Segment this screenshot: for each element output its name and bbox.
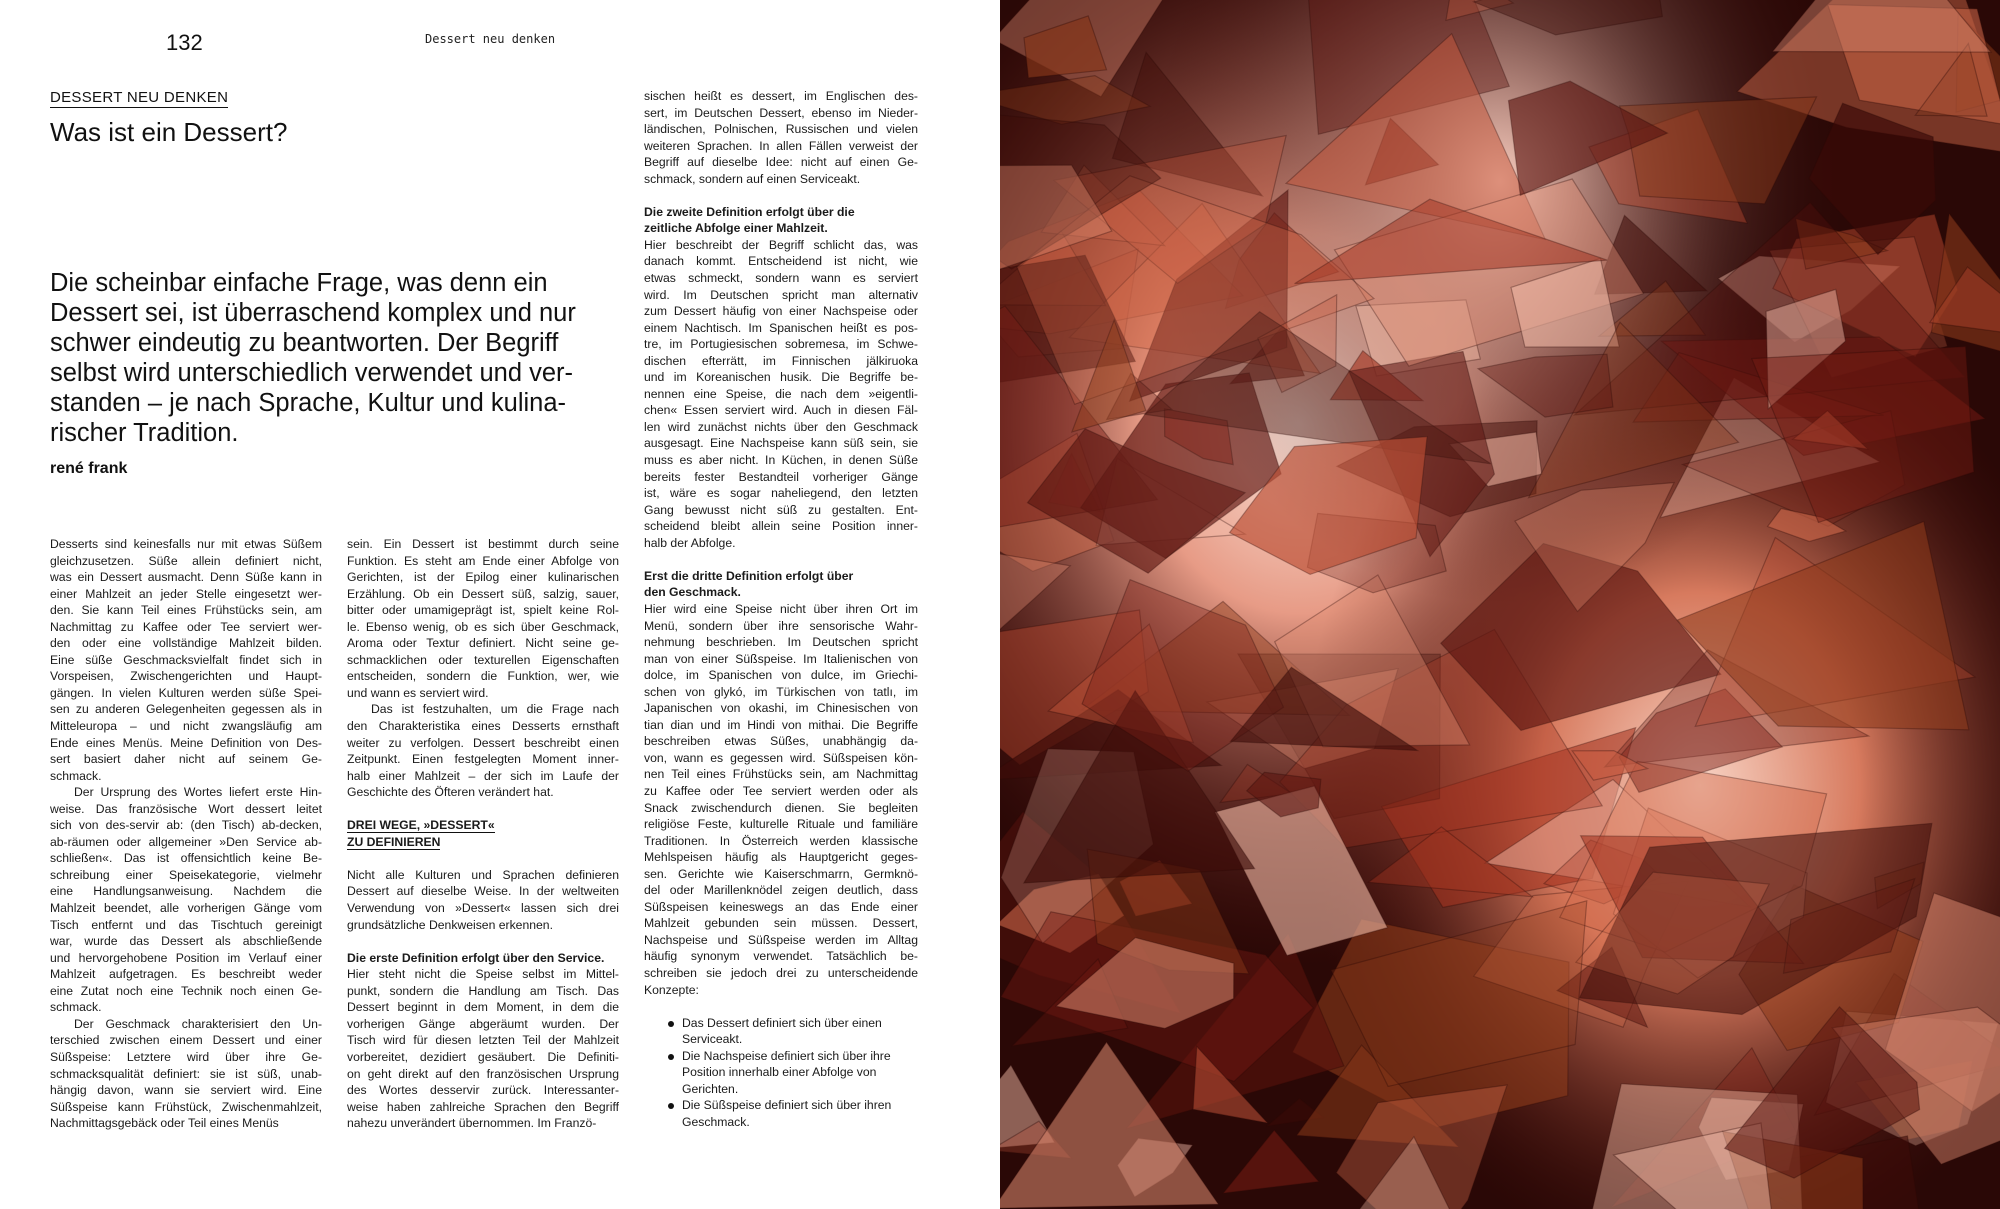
text-line: des Wortes desservir zurück. Interessanter-: [347, 1083, 619, 1098]
text-line: und im Koreanischen husik. Die Begriffe be-: [644, 370, 918, 385]
text-line: Erzählung. Ob ein Dessert süß, salzig, sauer,: [347, 586, 619, 601]
definition-heading: Die erste Definition erfolgt über den Service.: [347, 950, 605, 965]
list-item: Das Dessert definiert sich über einen Serviceakt.: [644, 1015, 918, 1048]
text-line: ist, wäre es sogar naheliegend, den letzten: [644, 486, 918, 501]
text-line: Traditionen. In Österreich werden klassische: [644, 833, 918, 848]
text-line: den. Sie kann Teil eines Frühstücks sein, am: [50, 603, 322, 618]
seaweed-photo-illustration: [1000, 0, 2000, 1209]
paragraph: [347, 536, 619, 701]
text-line: weise haben zahlreiche Sprachen den Begriff: [347, 1099, 619, 1114]
bullet-icon: [668, 1021, 674, 1027]
text-line: Tisch wird für diesen letzten Teil der Mahlzeit: [347, 1033, 619, 1048]
definition-heading: Die zweite Definition erfolgt über die zeitliche Abfolge einer Mahlzeit.: [644, 204, 855, 236]
lede-line: Die scheinbar einfache Frage, was denn ein: [50, 269, 548, 297]
section-kicker: DESSERT NEU DENKEN: [50, 89, 229, 106]
text-line: Mehlspeisen häufig als Hauptgericht geges-: [644, 850, 918, 865]
text-line: was ein Dessert ausmacht. Denn Süße kann in: [50, 570, 322, 585]
subheading-line: DREI WEGE, »DESSERT«: [347, 818, 495, 833]
text-line: Mitteleuropa – und nicht zwangsläufig am: [50, 719, 322, 734]
paragraph: [644, 88, 918, 187]
text-line: Süßspeisen keineswegs an das Ende einer: [644, 899, 918, 914]
text-line: Geschichte des Öfteren verändert hat.: [347, 785, 554, 800]
paragraph: [347, 867, 619, 933]
text-line: gängen. In vielen Kulturen werden süße Spei-: [50, 685, 322, 700]
text-line: halb einer Mahlzeit – der sich im Laufe der: [347, 768, 619, 783]
seaweed-photo: [1000, 0, 2000, 1209]
text-line: einer Mahlzeit an jeder Stelle eingesetzt wer-: [50, 586, 322, 601]
text-line: tian dian und im Hindi von mithai. Die Begriffe: [644, 717, 918, 732]
text-line: chen« Essen serviert wird. Auch in diesen Fäl-: [644, 403, 918, 418]
text-line: Nachmittagsgebäck oder Teil eines Menüs: [50, 1116, 279, 1131]
text-line: Tisch entfernt und das Tischtuch gereinigt: [50, 917, 322, 932]
text-line: man von einer Süßspeise. Im Italienischen von: [644, 651, 918, 666]
text-line: beschreiben etwas Süßes, unabhängig da-: [644, 734, 918, 749]
text-line: schließen«. Das ist offensichtlich keine Be-: [50, 851, 322, 866]
text-line: nen Teil eines Frühstücks sein, am Nachmittag: [644, 767, 918, 782]
text-line: schmacksqualität definiert: sie ist süß, unab-: [50, 1066, 322, 1081]
text-line: den Charakteristika eines Desserts ernsthaft: [347, 719, 619, 734]
text-line: zum Dessert häufig von einer Nachspeise oder: [644, 304, 918, 319]
text-line: Süßspeise: Letztere wird über ihre Ge-: [50, 1049, 322, 1064]
text-line: vorbereitet, dezidiert gesäubert. Die Definiti-: [347, 1049, 619, 1064]
text-line: sen zu anderen Gelegenheiten gegessen als in: [50, 702, 322, 717]
paragraph: [50, 784, 322, 1016]
text-line: Dessert beginnt in dem Moment, in dem die: [347, 1000, 619, 1015]
text-line: tre, im Portugiesischen sobremesa, im Schwe-: [644, 337, 918, 352]
text-line: bitter oder umamigeprägt ist, spielt keine Rol-: [347, 603, 619, 618]
text-line: Dessert auf dieselbe Weise. In der weltweiten: [347, 884, 619, 899]
text-line: religiöse Feste, kulturelle Rituale und familiäre: [644, 817, 918, 832]
text-column-1: [50, 536, 322, 1132]
text-line: schreiben sie jedoch drei zu unterscheidende: [644, 965, 918, 980]
text-line: punkt, sondern die Handlung am Tisch. Das: [347, 983, 619, 998]
text-line: sein. Ein Dessert ist bestimmt durch seine: [347, 537, 619, 551]
text-line: Ende eines Menüs. Meine Definition von Des-: [50, 735, 322, 750]
text-line: Mahlzeit aufgetragen. Es beschreibt weder: [50, 967, 322, 982]
text-line: Der Ursprung des Wortes liefert erste Hin-: [74, 785, 322, 800]
article-lede: [50, 268, 610, 448]
text-line: danach kommt. Entscheidend ist nicht, wie: [644, 254, 918, 269]
page-number: 132: [166, 30, 203, 55]
paragraph: [347, 966, 619, 1131]
paragraph: [50, 536, 322, 784]
text-line: Nicht alle Kulturen und Sprachen definieren: [347, 867, 619, 882]
text-line: Vorspeisen, Zwischengerichten und Haupt-: [50, 669, 322, 684]
text-line: Verwendung von »Dessert« lassen sich drei: [347, 901, 619, 916]
text-line: einem Nachtisch. Im Spanischen heißt es pos-: [644, 320, 918, 335]
bullet-icon: [668, 1054, 674, 1060]
text-line: nehmung beschrieben. Im Deutschen spricht: [644, 635, 918, 650]
text-line: hängig davon, wann sie serviert wird. Eine: [50, 1083, 322, 1098]
author-byline: rené frank: [50, 460, 128, 477]
text-line: sert, im Deutschen Dessert, ebenso im Nieder-: [644, 105, 918, 120]
text-line: bereits fester Bestandteil vorheriger Gänge: [644, 469, 918, 484]
text-line: und hervorgehobene Position im Verlauf einer: [50, 950, 322, 965]
text-line: sen. Gerichte wie Kaiserschmarrn, Germknö-: [644, 866, 918, 881]
text-line: terschied zwischen einem Dessert und einer: [50, 1033, 322, 1048]
text-column-2: [347, 536, 619, 1132]
text-line: gleichzusetzen. Süße allein definiert nicht,: [50, 553, 322, 568]
text-line: muss es aber nicht. In Küchen, in denen Süße: [644, 453, 918, 468]
paragraph: [644, 237, 918, 551]
lede-line: Dessert sei, ist überraschend komplex und nur: [50, 299, 576, 327]
lede-line: standen – je nach Sprache, Kultur und kulina-: [50, 389, 567, 417]
text-line: dolce, im Spanischen von dulce, im Griechi-: [644, 668, 918, 683]
text-line: dischen efterrätt, im Finnischen jälkiruoka: [644, 353, 918, 368]
text-line: entscheiden, sondern die Funktion, wer, wie: [347, 669, 619, 684]
text-line: schmack, sondern auf einen Serviceakt.: [644, 171, 861, 186]
text-line: ländischen, Polnischen, Russischen und vielen: [644, 122, 918, 137]
running-head: Dessert neu denken: [425, 32, 556, 46]
text-line: grundsätzliche Denkweisen erkennen.: [347, 917, 553, 932]
text-line: eine Zutat noch eine Technik noch einen Ge-: [50, 983, 322, 998]
text-line: scheidend bleibt allein seine Position inner-: [644, 519, 918, 534]
text-line: sischen heißt es dessert, im Englischen des-: [644, 89, 918, 103]
text-line: Mahlzeit beendet, alle vorherigen Gänge vom: [50, 901, 322, 916]
text-line: sert basiert daher nicht auf seinem Ge-: [50, 752, 322, 767]
text-line: Snack zwischendurch dienen. Sie begleiten: [644, 800, 918, 815]
text-line: nennen eine Speise, die nach dem »eigentli-: [644, 386, 918, 401]
text-line: vorherigen Gänge abgeräumt wurden. Der: [347, 1016, 619, 1031]
text-line: Der Geschmack charakterisiert den Un-: [74, 1016, 322, 1031]
text-line: weiteren Sprachen. In allen Fällen verweist der: [644, 138, 918, 153]
text-line: schmacklichen oder texturellen Eigenschaften: [347, 652, 619, 667]
article-title: Was ist ein Dessert?: [50, 117, 288, 147]
paragraph: [347, 701, 619, 800]
text-line: Eine süße Geschmacksvielfalt findet sich in: [50, 652, 322, 667]
text-line: Das ist festzuhalten, um die Frage nach: [371, 702, 619, 717]
text-line: eine Handlungsanweisung. Nachdem die: [50, 884, 322, 899]
lede-line: schwer eindeutig zu beantworten. Der Begriff: [50, 329, 559, 357]
text-line: Nachspeise und Süßspeise werden im Alltag: [644, 932, 918, 947]
text-line: ab-räumen oder allgemeiner »Den Service ab-: [50, 834, 322, 849]
text-line: halb der Abfolge.: [644, 535, 736, 550]
text-line: Funktion. Es steht am Ende einer Abfolge von: [347, 553, 619, 568]
text-line: Nachmittag zu Kaffee oder Tee serviert wer-: [50, 619, 322, 634]
text-line: Japanischen von okashi, im Chinesischen von: [644, 701, 918, 716]
text-line: Mahlzeit gebunden sein müssen. Dessert,: [644, 916, 918, 931]
text-line: Konzepte:: [644, 982, 699, 997]
text-column-3: [644, 88, 918, 1130]
text-line: del oder Marillenknödel zeigen deutlich, dass: [644, 883, 918, 898]
text-line: Aroma oder Textur definiert. Nicht seine ge-: [347, 636, 619, 651]
text-line: Begriff auf dieselbe Idee: nicht auf einen Ge-: [644, 155, 918, 170]
list-item: Die Süßspeise definiert sich über ihren Geschmack.: [644, 1097, 918, 1130]
text-line: schmack.: [50, 1000, 102, 1015]
text-line: len wird zunächst nichts über den Geschmack: [644, 419, 918, 434]
text-line: von, wann es gegessen wird. Süßspeisen kön-: [644, 750, 918, 765]
text-line: Hier wird eine Speise nicht über ihren Ort im: [644, 601, 918, 616]
text-line: le. Ebenso wenig, ob es sich über Geschmack,: [347, 619, 619, 634]
text-line: on geht direkt auf den französischen Ursprung: [347, 1066, 619, 1081]
text-line: und wann es serviert wird.: [347, 685, 489, 700]
text-line: Hier steht nicht die Speise selbst im Mittel-: [347, 967, 619, 982]
text-line: Menü, sondern über ihre sensorische Wahr-: [644, 618, 918, 633]
subheading: [347, 817, 619, 850]
text-line: Gerichten, ist der Epilog einer kulinarischen: [347, 570, 619, 585]
list-item: Die Nachspeise definiert sich über ihre Position innerhalb einer Abfolge von Gerichten.: [644, 1048, 918, 1098]
text-line: Zeitpunkt. Einen festgelegten Moment inner-: [347, 752, 619, 767]
text-line: etwas schmeckt, sondern wann es serviert: [644, 271, 918, 286]
lede-line: selbst wird unterschiedlich verwendet und ver-: [50, 359, 573, 387]
text-line: war, wurde das Dessert als abschließende: [50, 934, 322, 949]
text-line: Gang bewusst nicht süß zu gestalten. Ent-: [644, 502, 918, 517]
text-line: schen von glykó, im Türkischen von tatlı, im: [644, 684, 918, 699]
subheading-line: ZU DEFINIEREN: [347, 834, 441, 849]
text-line: wird. Im Deutschen spricht man alternativ: [644, 287, 918, 302]
text-line: nahezu unverändert übernommen. Im Franzö-: [347, 1116, 597, 1131]
text-line: schmack.: [50, 768, 102, 783]
text-line: weise. Das französische Wort dessert leitet: [50, 801, 322, 816]
text-line: Hier beschreibt der Begriff schlicht das, was: [644, 237, 918, 252]
definition-heading: Erst die dritte Definition erfolgt über den Geschmack.: [644, 568, 854, 600]
text-line: zu Kaffee oder Tee serviert werden oder als: [644, 783, 918, 798]
text-line: weiter zu verfolgen. Dessert beschreibt einen: [347, 735, 619, 750]
concept-list: [644, 1015, 918, 1131]
text-line: häufig synonym verwendet. Tatsächlich be-: [644, 949, 918, 964]
text-line: sich von des-servir ab: (den Tisch) ab-decken,: [50, 818, 322, 833]
lede-line: rischer Tradition.: [50, 419, 239, 447]
text-line: den oder eine vollständige Mahlzeit bilden.: [50, 636, 322, 651]
text-line: schreibung einer Speisekategorie, vielmehr: [50, 867, 322, 882]
paragraph: [50, 1016, 322, 1132]
paragraph: [644, 601, 918, 998]
text-line: Desserts sind keinesfalls nur mit etwas Süßem: [50, 537, 322, 551]
text-line: Süßspeise kann Frühstück, Zwischenmahlzeit,: [50, 1099, 322, 1114]
text-line: ausgesagt. Eine Nachspeise kann süß sein, sie: [644, 436, 918, 451]
